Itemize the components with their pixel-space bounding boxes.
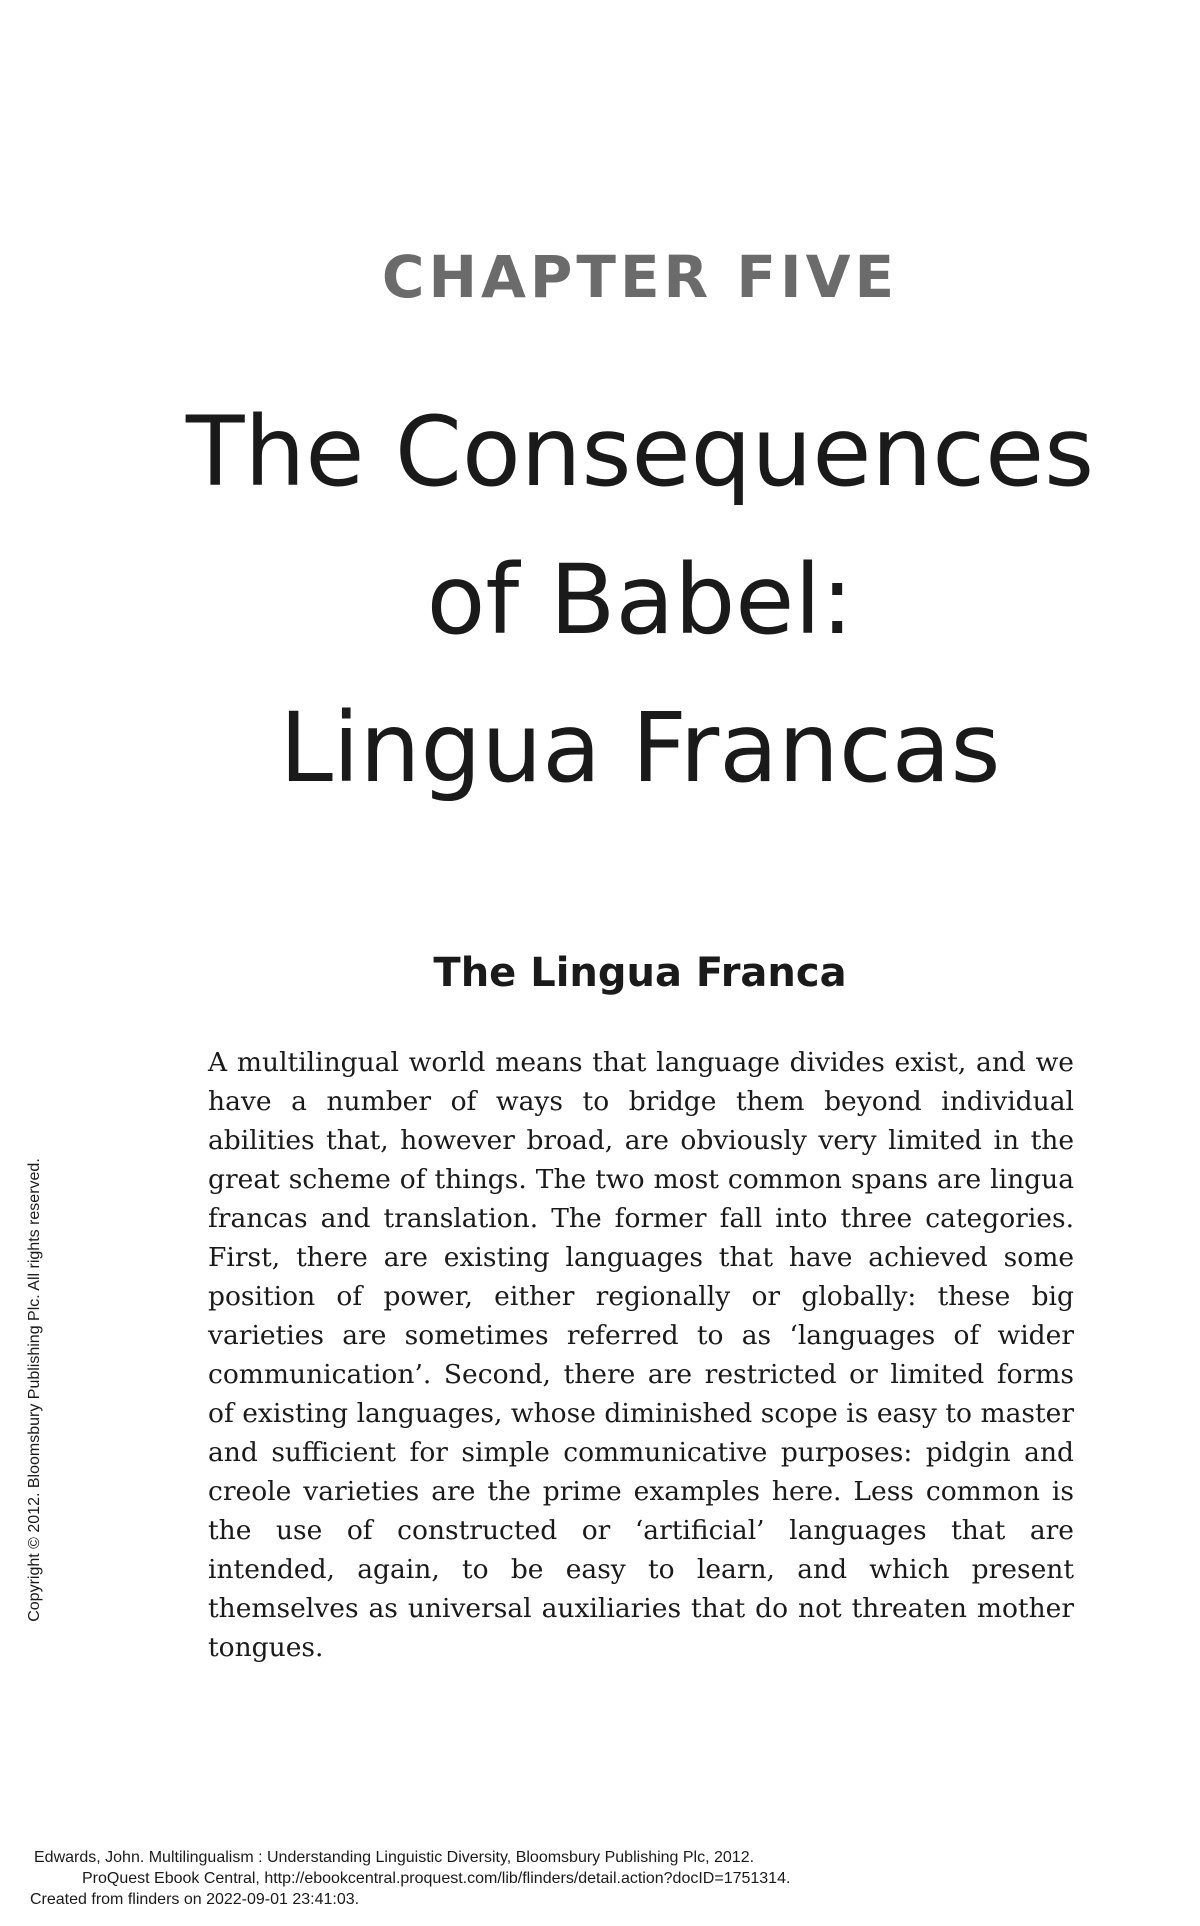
copyright-notice: Copyright © 2012. Bloomsbury Publishing Plc. All rights reserved.: [26, 1158, 43, 1622]
created-line: Created from flinders on 2022-09-01 23:41:03.: [30, 1891, 360, 1908]
section-heading: The Lingua Franca: [433, 950, 847, 996]
citation-line: Edwards, John. Multilingualism : Understanding Linguistic Diversity, Bloomsbury Publishing Plc, 2012.: [34, 1849, 755, 1866]
chapter-title-line: The Consequences: [185, 396, 1095, 508]
chapter-title-line: of Babel:: [426, 544, 854, 656]
body-paragraph: A multilingual world means that language divides exist, and we have a number of ways to bridge them beyond individual abilities that, however broad, are obviously very limited in the great scheme of things. The two most common spans are lingua francas and translation. The former fall into three categories. First, there are existing languages that have achieved some position of power, either regionally or globally: these big varieties are sometimes referred to as ‘languages of wider communication’. Second, there are restricted or limited forms of existing languages, whose diminished scope is easy to master and sufficient for simple communicative purposes: pidgin and creole varieties are the prime examples here. Less common is the use of constructed or ‘artificial’ languages that are intended, again, to be easy to learn, and which present themselves as universal auxiliaries that do not threaten mother tongues.: [208, 1047, 1074, 1663]
chapter-label: CHAPTER FIVE: [381, 243, 899, 311]
chapter-title-line: Lingua Francas: [279, 692, 1001, 804]
chapter-title: [0, 378, 1200, 822]
footer-citation: [0, 1847, 1200, 1910]
source-line: ProQuest Ebook Central, http://ebookcentral.proquest.com/lib/flinders/detail.action?docID=1751314.: [82, 1870, 791, 1887]
